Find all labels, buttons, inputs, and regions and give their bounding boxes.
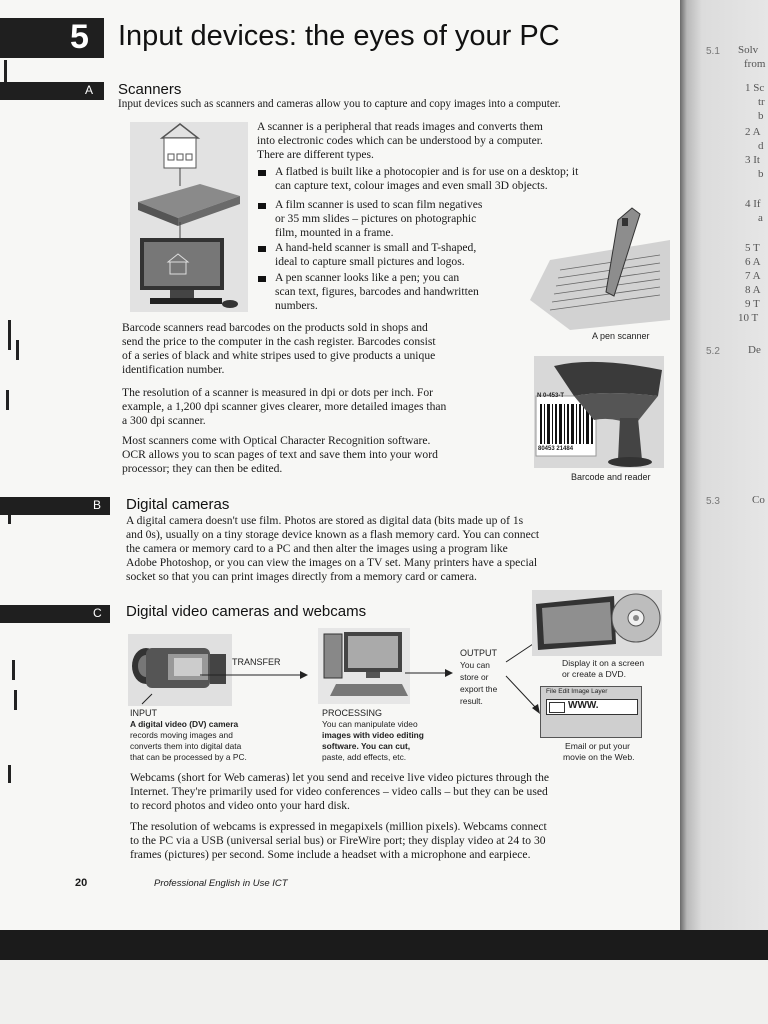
output-text: result. [460, 696, 483, 706]
flatbed-text: can capture text, colour images and even small 3D objects. [275, 179, 548, 192]
hand-held-text: ideal to capture small pictures and logos. [275, 255, 465, 268]
adjacent-text: from [744, 58, 766, 70]
pen-scanner-caption: A pen scanner [592, 331, 650, 341]
barcode-text: send the price to the computer in the cash register. Barcodes consist [122, 335, 436, 348]
processing-heading: PROCESSING [322, 708, 383, 718]
processing-text: You can manipulate video [322, 719, 418, 729]
webcam-text: to record photos and video onto your hard disk. [130, 799, 350, 812]
resolution-text: a 300 dpi scanner. [122, 414, 206, 427]
processing-text: software. You can cut, [322, 741, 411, 751]
unit-number: 5 [70, 18, 89, 56]
bullet-icon [258, 170, 266, 176]
output-text: store or [460, 672, 489, 682]
book-title: Professional English in Use ICT [154, 878, 288, 889]
scan-bottom-edge [0, 930, 768, 960]
exercise-number: 5.1 [706, 46, 720, 57]
ocr-text: Most scanners come with Optical Character Recognition software. [122, 434, 431, 447]
processing-text: paste, add effects, etc. [322, 752, 407, 762]
transfer-label: TRANSFER [232, 657, 281, 667]
ocr-text: OCR allows you to scan pages of text and save them into your word [122, 448, 438, 461]
digital-camera-text: and 0s), usually on a tiny storage device known as a flash memory card. You can connect [126, 528, 540, 541]
section-c-letter: C [93, 606, 102, 620]
adjacent-text: Co [752, 494, 765, 506]
display-text: or create a DVD. [562, 669, 626, 679]
digital-camera-text: A digital camera doesn't use film. Photos are stored as digital data (bits made up of 1s [126, 514, 524, 527]
barcode-number-top: N 0-453-T [537, 393, 565, 399]
barcode-text: of a series of black and white stripes used to give products a unique [122, 349, 436, 362]
adjacent-text: 8 A [745, 284, 761, 296]
pc-image [318, 628, 410, 704]
margin-mark [16, 340, 19, 360]
input-heading: INPUT [130, 708, 157, 718]
email-text: Email or put your [565, 741, 630, 751]
margin-mark [12, 660, 15, 680]
barcode-text: Barcode scanners read barcodes on the products sold in shops and [122, 321, 428, 334]
adjacent-text: b [758, 168, 764, 180]
section-b-heading: Digital cameras [126, 496, 230, 513]
adjacent-text: 10 T [738, 312, 759, 324]
film-scanner-text: film, mounted in a frame. [275, 226, 394, 239]
adjacent-text: 3 It [745, 154, 760, 166]
digital-camera-text: socket so that you can print images directly from a memory card or camera. [126, 570, 477, 583]
input-text: converts them into digital data [130, 741, 242, 751]
webcam-resolution-text: to the PC via a USB (universal serial bus) or FireWire port; they display video at 24 to 30 [130, 834, 546, 847]
flatbed-text: A flatbed is built like a photocopier and is for use on a desktop; it [275, 165, 579, 178]
section-c-heading: Digital video cameras and webcams [126, 603, 367, 620]
resolution-text: The resolution of a scanner is measured in dpi or dots per inch. For [122, 386, 434, 399]
exercise-number: 5.2 [706, 346, 720, 357]
pen-scanner-text: A pen scanner looks like a pen; you can [275, 271, 460, 284]
adjacent-text: d [758, 140, 764, 152]
digital-camera-text: Adobe Photoshop, or you can view the images on a TV set. Many printers have a special [126, 556, 538, 569]
bullet-icon [258, 276, 266, 282]
adjacent-text: De [748, 344, 761, 356]
scanner-illustration [130, 122, 248, 312]
margin-mark [6, 390, 9, 410]
barcode-text: identification number. [122, 363, 225, 376]
webcam-resolution-text: The resolution of webcams is expressed in megapixels (million pixels). Webcams connect [130, 820, 547, 833]
section-a-intro: Input devices such as scanners and cameras allow you to capture and copy images into a computer. [118, 98, 561, 110]
bullet-icon [258, 203, 266, 209]
transfer-arrow-icon [200, 668, 310, 682]
page-number: 20 [75, 877, 88, 889]
digital-camera-text: the camera or memory card to a PC and then alter the images using a program like [126, 542, 508, 555]
input-pointer-icon [140, 692, 154, 706]
adjacent-text: 1 Sc [745, 82, 765, 94]
hand-held-text: A hand-held scanner is small and T-shaped, [275, 241, 477, 254]
adjacent-text: tr [758, 96, 765, 108]
adjacent-text: 7 A [745, 270, 761, 282]
resolution-text: example, a 1,200 dpi scanner gives clearer, more detailed images than [122, 400, 447, 413]
adjacent-text: 2 A [745, 126, 761, 138]
page-title: Input devices: the eyes of your PC [118, 20, 560, 52]
margin-mark [14, 690, 17, 710]
adjacent-text: 4 If [745, 198, 761, 210]
menu-bar: File Edit Image Layer [546, 688, 608, 695]
barcode-number-bottom: 80453 21484 [538, 446, 574, 452]
pen-scanner-text: numbers. [275, 299, 318, 312]
processing-arrow-icon [405, 667, 455, 679]
exercise-number: 5.3 [706, 496, 720, 507]
scanner-definition-3: There are different types. [257, 148, 374, 161]
display-text: Display it on a screen [562, 658, 645, 668]
section-a-heading: Scanners [118, 81, 182, 98]
ocr-text: processor; they can then be edited. [122, 462, 283, 475]
webcam-resolution-text: frames (pictures) per second. Some include a headset with a microphone and earpiece. [130, 848, 531, 861]
processing-text: images with video editing [322, 730, 424, 740]
input-text: that can be processed by a PC. [130, 752, 247, 762]
pen-scanner-image [530, 200, 670, 330]
output-text: You can [460, 660, 490, 670]
scanner-definition-1: A scanner is a peripheral that reads images and converts them [257, 120, 543, 133]
adjacent-text: b [758, 110, 764, 122]
film-scanner-text: A film scanner is used to scan film negatives [275, 198, 483, 211]
adjacent-text: 9 T [745, 298, 760, 310]
adjacent-page [680, 0, 768, 960]
www-label: WWW. [568, 700, 599, 711]
section-a-letter: A [85, 83, 94, 97]
adjacent-text: 6 A [745, 256, 761, 268]
output-heading: OUTPUT [460, 648, 497, 658]
film-scanner-text: or 35 mm slides – pictures on photographic [275, 212, 477, 225]
adjacent-text: 5 T [745, 242, 760, 254]
bullet-icon [258, 246, 266, 252]
email-text: movie on the Web. [563, 752, 635, 762]
screen-dvd-image [532, 590, 662, 656]
margin-mark [8, 320, 11, 350]
margin-mark [8, 765, 11, 783]
webcam-text: Webcams (short for Web cameras) let you send and receive live video pictures through the [130, 771, 550, 784]
mail-icon [549, 702, 565, 713]
input-text: A digital video (DV) camera [130, 719, 239, 729]
adjacent-text: a [758, 212, 763, 224]
adjacent-text: Solv [738, 44, 759, 56]
output-text: export the [460, 684, 498, 694]
pen-scanner-text: scan text, figures, barcodes and handwritten [275, 285, 479, 298]
barcode-caption: Barcode and reader [571, 472, 651, 482]
section-b-letter: B [93, 498, 102, 512]
input-text: records moving images and [130, 730, 233, 740]
scanner-definition-2: into electronic codes which can be understood by a computer. [257, 134, 543, 147]
webcam-text: Internet. They're primarily used for video conferences – video calls – but they can be used [130, 785, 548, 798]
